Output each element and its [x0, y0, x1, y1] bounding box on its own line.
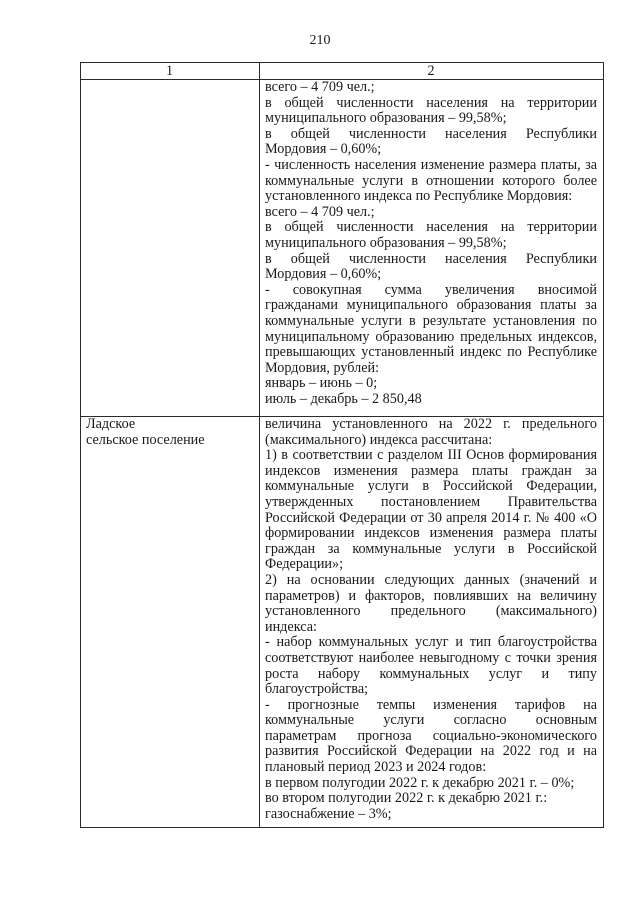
- cell-text-line: в общей численности населения на территории: [265, 95, 597, 111]
- cell-text-line: в первом полугодии 2022 г. к декабрю 2021 г. – 0%;: [265, 775, 575, 791]
- cell-text-line: установленного индекса по Республике Мордовия:: [265, 189, 573, 205]
- cell-text-line: всего – 4 709 чел.;: [265, 204, 375, 220]
- cell-text-line: установленного предельного (максимального): [265, 604, 597, 620]
- row-2-col-2-cell: [260, 417, 604, 828]
- cell-text-line: газоснабжение – 3%;: [265, 806, 392, 822]
- cell-text-line: Российской Федерации от 30 апреля 2014 г. № 400 «О: [265, 510, 597, 526]
- cell-text-line: Федерации»;: [265, 557, 344, 573]
- cell-text-line: роста набору коммунальных услуг и типу: [265, 666, 597, 682]
- cell-text-line: коммунальные услуги в отношении которого более: [265, 173, 597, 189]
- row-1-col-2-cell: [260, 80, 604, 417]
- cell-text-line: коммунальные услуги согласно основным: [265, 713, 597, 729]
- cell-text-line: всего – 4 709 чел.;: [265, 80, 375, 95]
- cell-text-line: индекса:: [265, 619, 317, 635]
- cell-text-line: - набор коммунальных услуг и тип благоустройства: [265, 635, 597, 651]
- cell-text-line: коммунальные услуги в Российской Федерации,: [265, 479, 597, 495]
- cell-text-line: - численность населения изменение размера платы, за: [265, 157, 597, 173]
- cell-text-line: 1) в соответствии с разделом III Основ формирования: [265, 448, 597, 464]
- cell-text-line: превышающих установленный индекс по Республике: [265, 345, 597, 361]
- cell-text-line: Мордовия – 0,60%;: [265, 267, 382, 283]
- cell-text-line: муниципального образования – 99,58%;: [265, 111, 507, 127]
- cell-text-line: - прогнозные темпы изменения тарифов на: [265, 697, 597, 713]
- cell-text-line: январь – июнь – 0;: [265, 376, 378, 392]
- cell-text-line: величина установленного на 2022 г. предельного: [265, 417, 597, 432]
- row-1-col-1-cell: [81, 80, 260, 417]
- cell-text-line: развития Российской Федерации на 2022 год и на: [265, 744, 597, 760]
- cell-text-line: Мордовия – 0,60%;: [265, 142, 382, 158]
- cell-text-line: Мордовия, рублей:: [265, 360, 380, 376]
- cell-text-line: в общей численности населения Республики: [265, 126, 597, 142]
- cell-text-line: Ладское: [86, 417, 136, 432]
- cell-text-line: (максимального) индекса рассчитана:: [265, 432, 493, 448]
- cell-text-line: в общей численности населения на территории: [265, 220, 597, 236]
- cell-text-line: в общей численности населения Республики: [265, 251, 597, 267]
- cell-text-line: благоустройства;: [265, 682, 369, 698]
- cell-text-line: муниципального образования – 99,58%;: [265, 235, 507, 251]
- cell-text-line: - совокупная сумма увеличения вносимой: [265, 282, 597, 298]
- table-header-row: [81, 63, 604, 80]
- cell-text-line: июль – декабрь – 2 850,48: [265, 391, 422, 407]
- row-2-col-1-cell: [81, 417, 260, 828]
- cell-text-line: параметров) и факторов, повлиявших на величину: [265, 588, 597, 604]
- table-row: [81, 80, 604, 417]
- cell-text-line: муниципальному образованию предельных индексов,: [265, 329, 597, 345]
- cell-text-line: граждан за коммунальные услуги в Российской: [265, 541, 597, 557]
- table-row: [81, 417, 604, 828]
- cell-text-line: гражданами муниципального образования платы за: [265, 298, 597, 314]
- cell-text-line: во втором полугодии 2022 г. к декабрю 2021 г.:: [265, 791, 548, 807]
- cell-text-line: 2) на основании следующих данных (значений и: [265, 572, 597, 588]
- cell-text-line: утвержденных постановлением Правительства: [265, 494, 597, 510]
- header-cell-col-2: 2: [260, 63, 604, 80]
- document-table: [80, 62, 604, 828]
- cell-text-line: плановый период 2023 и 2024 годов:: [265, 760, 487, 776]
- cell-text-line: формировании индексов изменения размера платы: [265, 526, 597, 542]
- page-number: 210: [309, 33, 331, 48]
- cell-text-line: коммунальные услуги в результате установления по: [265, 313, 597, 329]
- cell-text-line: индексов изменения размера платы граждан за: [265, 463, 597, 479]
- cell-text-line: соответствуют наиболее невыгодному с точки зрения: [265, 650, 597, 666]
- cell-text-line: параметрам прогноза социально-экономического: [265, 728, 597, 744]
- header-cell-col-1: 1: [81, 63, 260, 80]
- cell-text-line: сельское поселение: [86, 432, 205, 448]
